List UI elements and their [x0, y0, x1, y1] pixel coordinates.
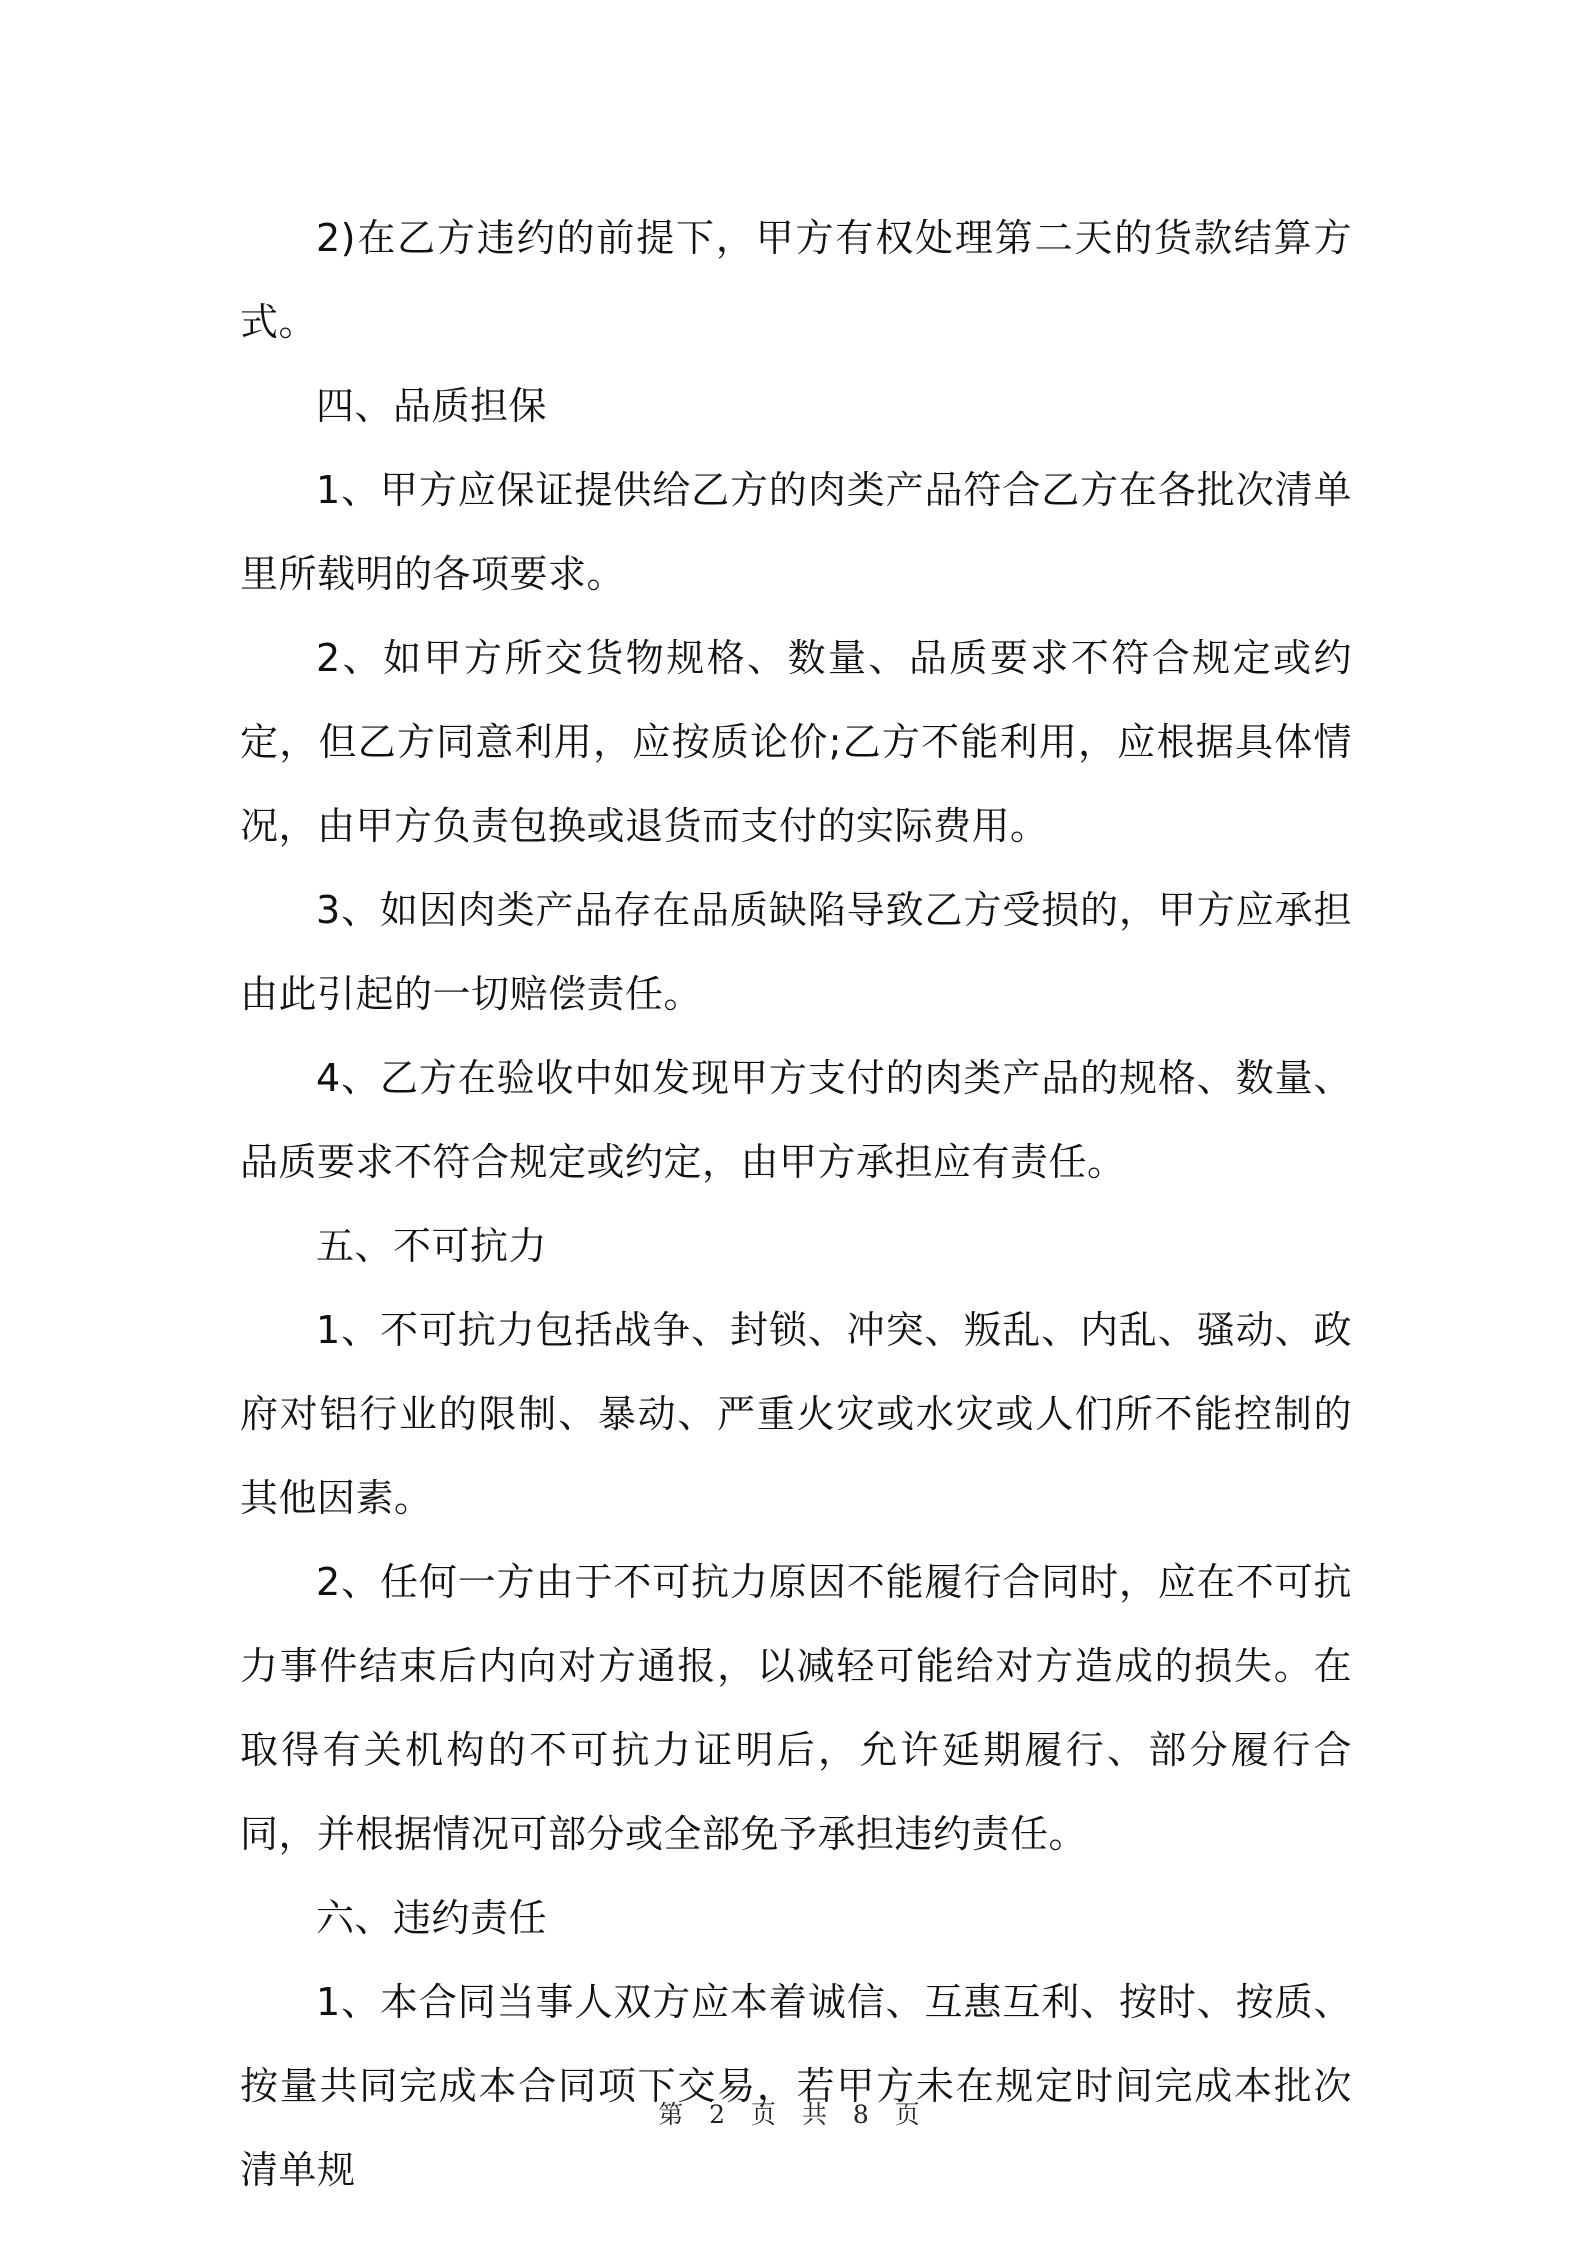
paragraph-force-majeure-1: 1、不可抗力包括战争、封锁、冲突、叛乱、内乱、骚动、政府对铝行业的限制、暴动、严重火灾或水灾或人们所不能控制的其他因素。 [240, 1308, 1352, 1520]
paragraph-quality-3: 3、如因肉类产品存在品质缺陷导致乙方受损的，甲方应承担由此引起的一切赔偿责任。 [240, 888, 1352, 1016]
paragraph-breach-settlement: 2)在乙方违约的前提下，甲方有权处理第二天的货款结算方式。 [240, 216, 1352, 344]
paragraph-quality-4: 4、乙方在验收中如发现甲方支付的肉类产品的规格、数量、品质要求不符合规定或约定，由甲方承担应有责任。 [240, 1056, 1352, 1184]
paragraph-force-majeure-2: 2、任何一方由于不可抗力原因不能履行合同时，应在不可抗力事件结束后内向对方通报，以减轻可能给对方造成的损失。在取得有关机构的不可抗力证明后，允许延期履行、部分履行合同，并根据情况可部分或全部免予承担违约责任。 [240, 1560, 1352, 1856]
heading-force-majeure: 五、不可抗力 [316, 1224, 548, 1268]
paragraph-quality-1: 1、甲方应保证提供给乙方的肉类产品符合乙方在各批次清单里所载明的各项要求。 [240, 468, 1352, 596]
paragraph-breach-liability-1: 1、本合同当事人双方应本着诚信、互惠互利、按时、按质、按量共同完成本合同项下交易，若甲方未在规定时间完成本批次清单规 [240, 1980, 1352, 2192]
paragraph-quality-2: 2、如甲方所交货物规格、数量、品质要求不符合规定或约定，但乙方同意利用，应按质论价;乙方不能利用，应根据具体情况，由甲方负责包换或退货而支付的实际费用。 [240, 636, 1352, 848]
document-body [240, 196, 1352, 2212]
heading-breach-liability: 六、违约责任 [316, 1896, 548, 1940]
heading-quality-guarantee: 四、品质担保 [316, 384, 548, 428]
page-number-footer: 第 2 页 共 8 页 [658, 2100, 928, 2129]
